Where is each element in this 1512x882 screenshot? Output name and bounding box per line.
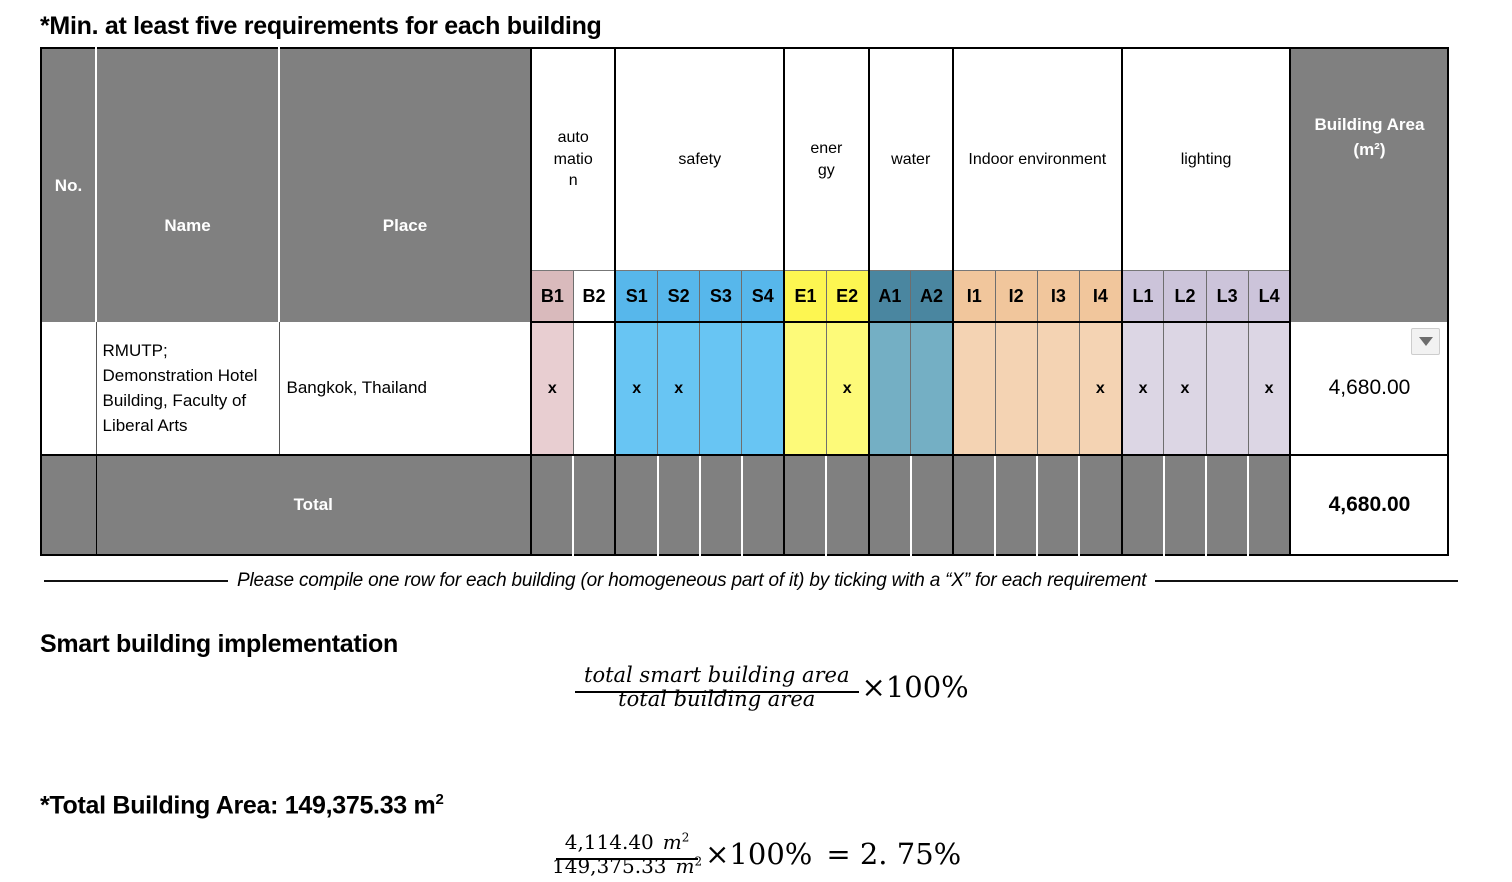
mark-cell-L1[interactable]: x bbox=[1122, 322, 1164, 455]
denominator-unit: m bbox=[675, 854, 695, 879]
total-cell-S1 bbox=[615, 455, 657, 555]
subheader-L1: L1 bbox=[1122, 271, 1164, 322]
cell-building-area[interactable] bbox=[1290, 322, 1448, 455]
mark-cell-L3[interactable] bbox=[1206, 322, 1248, 455]
cell-place[interactable]: Bangkok, Thailand bbox=[279, 322, 531, 455]
total-cell-E1 bbox=[784, 455, 826, 555]
total-building-area-sup: 2 bbox=[435, 791, 444, 808]
building-area-value: 4,680.00 bbox=[1328, 376, 1411, 399]
total-cell-S3 bbox=[700, 455, 742, 555]
total-cell-L2 bbox=[1164, 455, 1206, 555]
col-header-name: Name bbox=[96, 48, 279, 322]
mark-cell-B2[interactable] bbox=[573, 322, 615, 455]
group-header-automation: automation bbox=[531, 48, 615, 271]
subheader-I1: I1 bbox=[953, 271, 995, 322]
total-label-cell: Total bbox=[96, 455, 531, 555]
subheader-B2: B2 bbox=[573, 271, 615, 322]
total-cell-L4 bbox=[1248, 455, 1290, 555]
page-title: *Min. at least five requirements for each building bbox=[40, 12, 602, 40]
group-header-water: water bbox=[869, 48, 953, 271]
building-area-unit: (m²) bbox=[1353, 140, 1386, 159]
subheader-L3: L3 bbox=[1206, 271, 1248, 322]
formula-fraction bbox=[575, 663, 859, 711]
requirements-table bbox=[40, 47, 1449, 556]
mark-cell-I4[interactable]: x bbox=[1079, 322, 1121, 455]
group-header-indoor-environment: Indoor environment bbox=[953, 48, 1122, 271]
subheader-A1: A1 bbox=[869, 271, 911, 322]
total-cell-B2 bbox=[573, 455, 615, 555]
denominator-sup: 2 bbox=[694, 854, 703, 869]
subheader-L4: L4 bbox=[1248, 271, 1290, 322]
total-cell-S4 bbox=[742, 455, 784, 555]
total-cell-E2 bbox=[826, 455, 868, 555]
subheader-S4: S4 bbox=[742, 271, 784, 322]
mark-cell-L4[interactable]: x bbox=[1248, 322, 1290, 455]
mark-cell-I1[interactable] bbox=[953, 322, 995, 455]
note-right-rule bbox=[1155, 580, 1458, 582]
mark-cell-S1[interactable]: x bbox=[615, 322, 657, 455]
total-building-area-heading bbox=[40, 791, 1512, 820]
numerator-value: 4,114.40 bbox=[564, 830, 654, 855]
subheader-E1: E1 bbox=[784, 271, 826, 322]
total-row bbox=[41, 455, 1448, 555]
mark-cell-E2[interactable]: x bbox=[826, 322, 868, 455]
building-area-dropdown-button[interactable] bbox=[1411, 328, 1440, 355]
total-cell-I4 bbox=[1079, 455, 1121, 555]
total-cell-B1 bbox=[531, 455, 573, 555]
chevron-down-icon bbox=[1419, 337, 1433, 346]
numerator-sup: 2 bbox=[681, 830, 690, 845]
smart-building-formula bbox=[575, 663, 969, 711]
total-cell-I1 bbox=[953, 455, 995, 555]
formula-multiplier: ×100% bbox=[705, 837, 813, 872]
numerator-unit: m bbox=[662, 830, 682, 855]
mark-cell-S4[interactable] bbox=[742, 322, 784, 455]
subheader-A2: A2 bbox=[911, 271, 953, 322]
mark-cell-L2[interactable]: x bbox=[1164, 322, 1206, 455]
implementation-formula bbox=[552, 830, 961, 878]
subheader-I3: I3 bbox=[1037, 271, 1079, 322]
total-area-cell: 4,680.00 bbox=[1290, 455, 1448, 555]
total-cell-S2 bbox=[658, 455, 700, 555]
total-cell-A2 bbox=[911, 455, 953, 555]
formula-result: = 2. 75% bbox=[826, 837, 962, 872]
smart-building-heading: Smart building implementation bbox=[40, 630, 398, 658]
subheader-L2: L2 bbox=[1164, 271, 1206, 322]
mark-cell-E1[interactable] bbox=[784, 322, 826, 455]
total-cell-I3 bbox=[1037, 455, 1079, 555]
subheader-B1: B1 bbox=[531, 271, 573, 322]
total-cell-I2 bbox=[995, 455, 1037, 555]
building-area-title: Building Area bbox=[1314, 115, 1425, 135]
mark-cell-A2[interactable] bbox=[911, 322, 953, 455]
col-header-place: Place bbox=[279, 48, 531, 322]
subheader-S3: S3 bbox=[700, 271, 742, 322]
compile-note bbox=[44, 570, 1458, 592]
mark-cell-S3[interactable] bbox=[700, 322, 742, 455]
group-header-energy: energy bbox=[784, 48, 868, 271]
note-left-rule bbox=[44, 580, 228, 582]
cell-name[interactable]: RMUTP; Demonstration Hotel Building, Faculty of Liberal Arts bbox=[96, 322, 279, 455]
cell-no[interactable] bbox=[41, 322, 96, 455]
formula-denominator bbox=[552, 850, 702, 878]
note-text: Please compile one row for each building (or homogeneous part of it) by ticking with a “X” for each requirement bbox=[237, 570, 1147, 591]
formula-multiplier: ×100% bbox=[861, 670, 969, 704]
total-cell-A1 bbox=[869, 455, 911, 555]
total-no-cell bbox=[41, 455, 96, 555]
mark-cell-A1[interactable] bbox=[869, 322, 911, 455]
subheader-S1: S1 bbox=[615, 271, 657, 322]
formula-numerator: total smart building area bbox=[575, 663, 859, 693]
total-cell-L1 bbox=[1122, 455, 1164, 555]
denominator-value: 149,375.33 bbox=[552, 854, 667, 879]
mark-cell-B1[interactable]: x bbox=[531, 322, 573, 455]
subheader-S2: S2 bbox=[658, 271, 700, 322]
subheader-E2: E2 bbox=[826, 271, 868, 322]
mark-cell-I3[interactable] bbox=[1037, 322, 1079, 455]
group-header-safety: safety bbox=[615, 48, 784, 271]
subheader-I4: I4 bbox=[1079, 271, 1121, 322]
formula-denominator: total building area bbox=[618, 687, 816, 711]
mark-cell-S2[interactable]: x bbox=[658, 322, 700, 455]
group-header-lighting: lighting bbox=[1122, 48, 1291, 271]
total-cell-L3 bbox=[1206, 455, 1248, 555]
mark-cell-I2[interactable] bbox=[995, 322, 1037, 455]
col-header-no: No. bbox=[41, 48, 96, 322]
formula-fraction bbox=[552, 830, 702, 878]
subheader-I2: I2 bbox=[995, 271, 1037, 322]
total-building-area-text: *Total Building Area: 149,375.33 m bbox=[40, 791, 436, 820]
col-header-building-area bbox=[1290, 48, 1448, 322]
